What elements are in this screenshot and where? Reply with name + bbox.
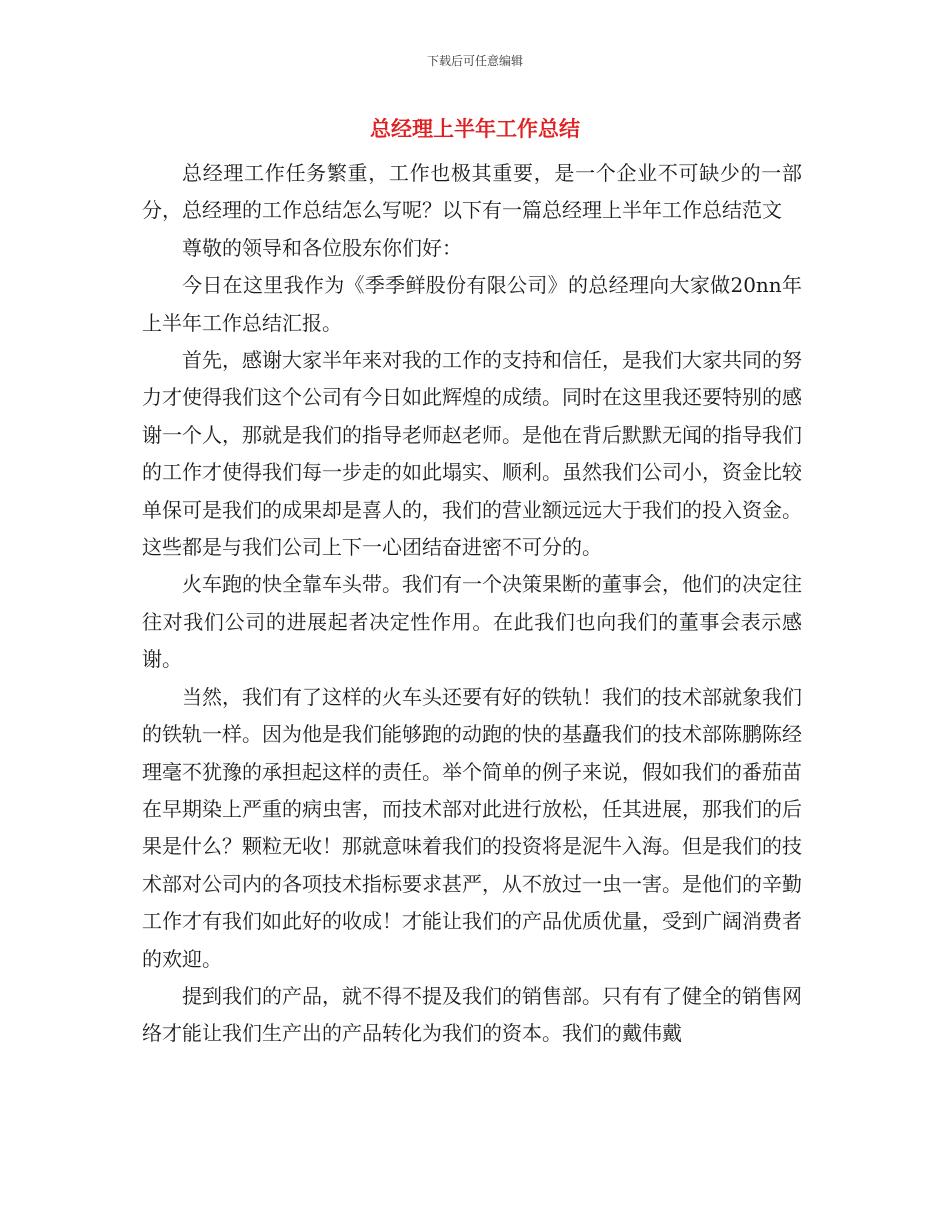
paragraph-board: 火车跑的快全靠车头带。我们有一个决策果断的董事会，他们的决定往往对我们公司的进展起者决定性作用。在此我们也向我们的董事会表示感谢。 — [142, 572, 802, 672]
paragraph-tech-dept: 当然，我们有了这样的火车头还要有好的铁轨！我们的技术部就象我们的铁轨一样。因为他是我们能够跑的动跑的快的基矗我们的技术部陈鹏陈经理毫不犹豫的承担起这样的责任。举个简单的例子来说，假如我们的番茄苗在早期染上严重的病虫害，而技术部对此进行放松，任其进展，那我们的后果是什么？颗粒无收！那就意味着我们的投资将是泥牛入海。但是我们的技术部对公司内的各项技术指标要求甚严，从不放过一虫一害。是他们的辛勤工作才有我们如此好的收成！才能让我们的产品优质优量，受到广阔消费者的欢迎。 — [142, 684, 802, 971]
paragraph-sales-dept: 提到我们的产品，就不得不提及我们的销售部。只有有了健全的销售网络才能让我们生产出的产品转化为我们的资本。我们的戴伟戴 — [142, 983, 802, 1046]
paragraph-intro: 总经理工作任务繁重，工作也极其重要，是一个企业不可缺少的一部分，总经理的工作总结怎么写呢？以下有一篇总经理上半年工作总结范文 — [142, 161, 802, 223]
document-title: 总经理上半年工作总结 — [370, 117, 580, 141]
paragraph-greeting: 尊敬的领导和各位股东你们好： — [182, 235, 462, 260]
document-body — [142, 155, 802, 1053]
header-note: 下载后可任意编辑 — [426, 54, 523, 68]
paragraph-opening: 今日在这里我作为《季季鲜股份有限公司》的总经理向大家做20nn年上半年工作总结汇报。 — [142, 273, 802, 335]
paragraph-thanks: 首先，感谢大家半年来对我的工作的支持和信任，是我们大家共同的努力才使得我们这个公司有今日如此辉煌的成绩。同时在这里我还要特别的感谢一个人，那就是我们的指导老师赵老师。是他在背后默默无闻的指导我们的工作才使得我们每一步走的如此塌实、顺利。虽然我们公司小，资金比较单保可是我们的成果却是喜人的，我们的营业额远远大于我们的投入资金。这些都是与我们公司上下一心团结奋进密不可分的。 — [142, 348, 802, 560]
